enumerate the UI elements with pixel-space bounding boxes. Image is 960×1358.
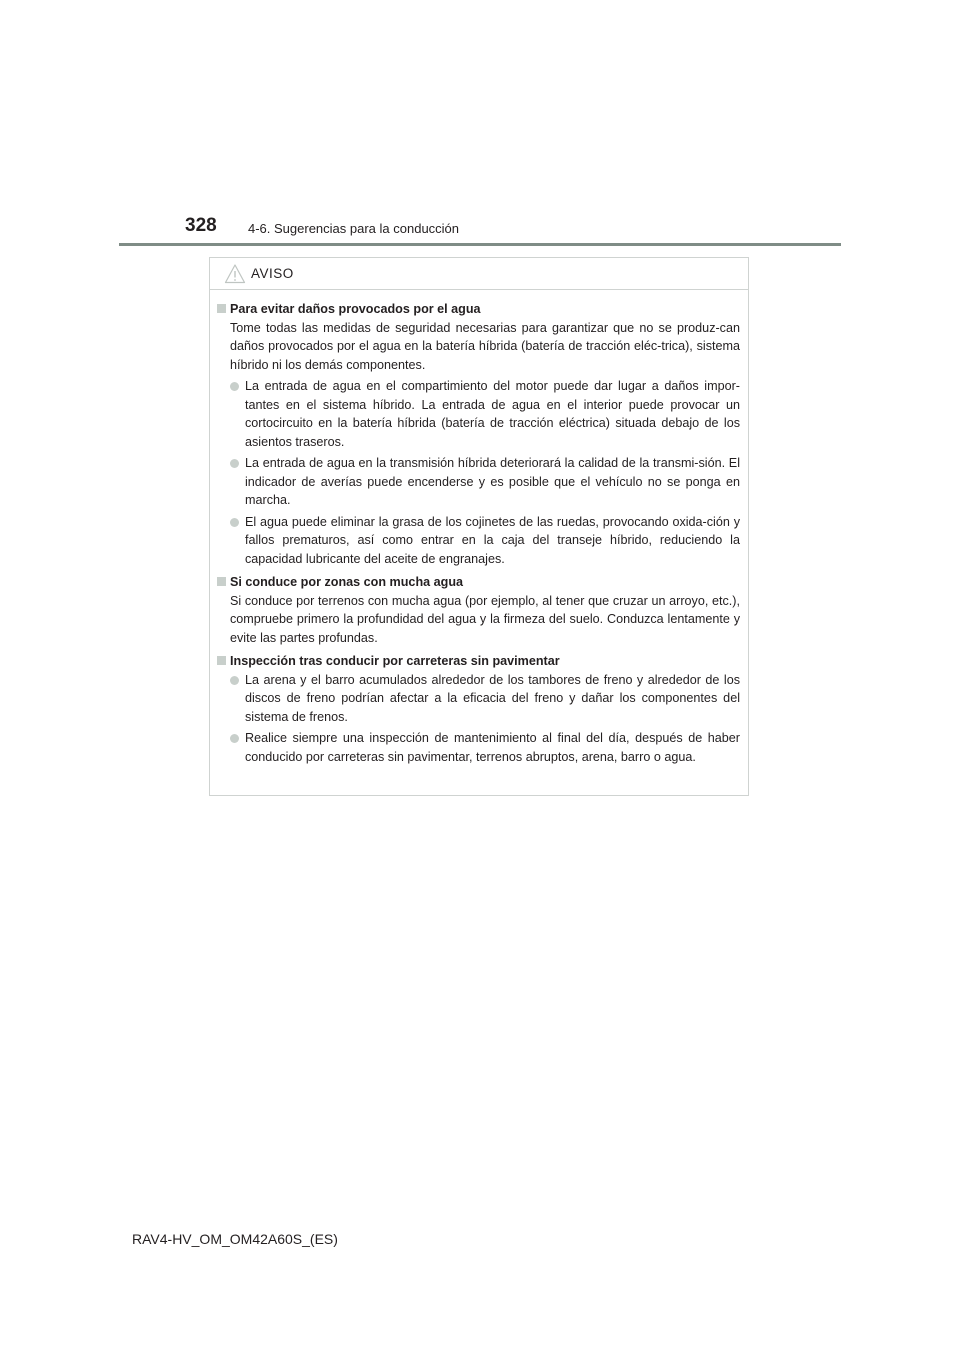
section-heading-text: Inspección tras conducir por carreteras sin pavimentar (230, 654, 560, 668)
page-number: 328 (185, 215, 217, 236)
circle-bullet-icon (230, 382, 239, 391)
section-heading (217, 300, 740, 319)
square-bullet-icon (217, 656, 226, 665)
list-item-text: La entrada de agua en el compartimiento del motor puede dar lugar a daños impor-tantes en el sistema híbrido. La entrada de agua en el interior puede provocar un cortocircuito en la batería híbrida (batería de tracción eléctrica) situada debajo de los asientos traseros. (245, 379, 740, 449)
warning-title: AVISO (251, 266, 294, 281)
list-item (230, 671, 740, 727)
section-unpaved-inspection (217, 652, 740, 766)
warning-body (210, 290, 748, 766)
section-paragraph: Si conduce por terrenos con mucha agua (por ejemplo, al tener que cruzar un arroyo, etc.), compruebe primero la profundidad del agua y la firmeza del suelo. Conduzca lentamente y evite las partes profundas. (230, 593, 740, 645)
warning-triangle-icon (224, 263, 246, 285)
section-heading (217, 652, 740, 671)
list-item-text: La arena y el barro acumulados alrededor de los tambores de freno y alrededor de los discos de freno podrían afectar a la eficacia del freno y dañar los componentes del sistema de frenos. (245, 672, 740, 724)
circle-bullet-icon (230, 734, 239, 743)
circle-bullet-icon (230, 459, 239, 468)
section-title: 4-6. Sugerencias para la conducción (248, 221, 460, 236)
warning-box (209, 257, 749, 796)
section-deep-water (217, 573, 740, 647)
square-bullet-icon (217, 577, 226, 586)
document-code: RAV4-HV_OM_OM42A60S_(ES) (132, 1231, 338, 1247)
circle-bullet-icon (230, 676, 239, 685)
section-paragraph: Tome todas las medidas de seguridad necesarias para garantizar que no se produz-can daños provocados por el agua en la batería híbrida (batería de tracción eléc-trica), sistema híbrido ni los demás componentes. (230, 320, 740, 372)
header-rule (119, 243, 841, 246)
list-item-text: Realice siempre una inspección de mantenimiento al final del día, después de haber conducido por carreteras sin pavimentar, terrenos abruptos, arena, barro o agua. (245, 731, 740, 764)
list-item (230, 377, 740, 451)
circle-bullet-icon (230, 518, 239, 527)
warning-header (210, 258, 748, 290)
list-item-text: La entrada de agua en la transmisión híbrida deteriorará la calidad de la transmi-sión. El indicador de averías puede encenderse y es posible que el vehículo no se ponga en marcha. (245, 456, 740, 507)
section-water-damage (217, 300, 740, 568)
square-bullet-icon (217, 304, 226, 313)
list-item-text: El agua puede eliminar la grasa de los cojinetes de las ruedas, provocando oxida-ción y fallos prematuros, así como entrar en la caja del transeje híbrido, reduciendo la capacidad lubricante del aceite de engranajes. (245, 514, 740, 566)
section-heading-text: Para evitar daños provocados por el agua (230, 302, 481, 316)
section-heading (217, 573, 740, 592)
list-item (230, 729, 740, 766)
list-item (230, 454, 740, 510)
list-item (230, 513, 740, 569)
section-heading-text: Si conduce por zonas con mucha agua (230, 575, 464, 589)
